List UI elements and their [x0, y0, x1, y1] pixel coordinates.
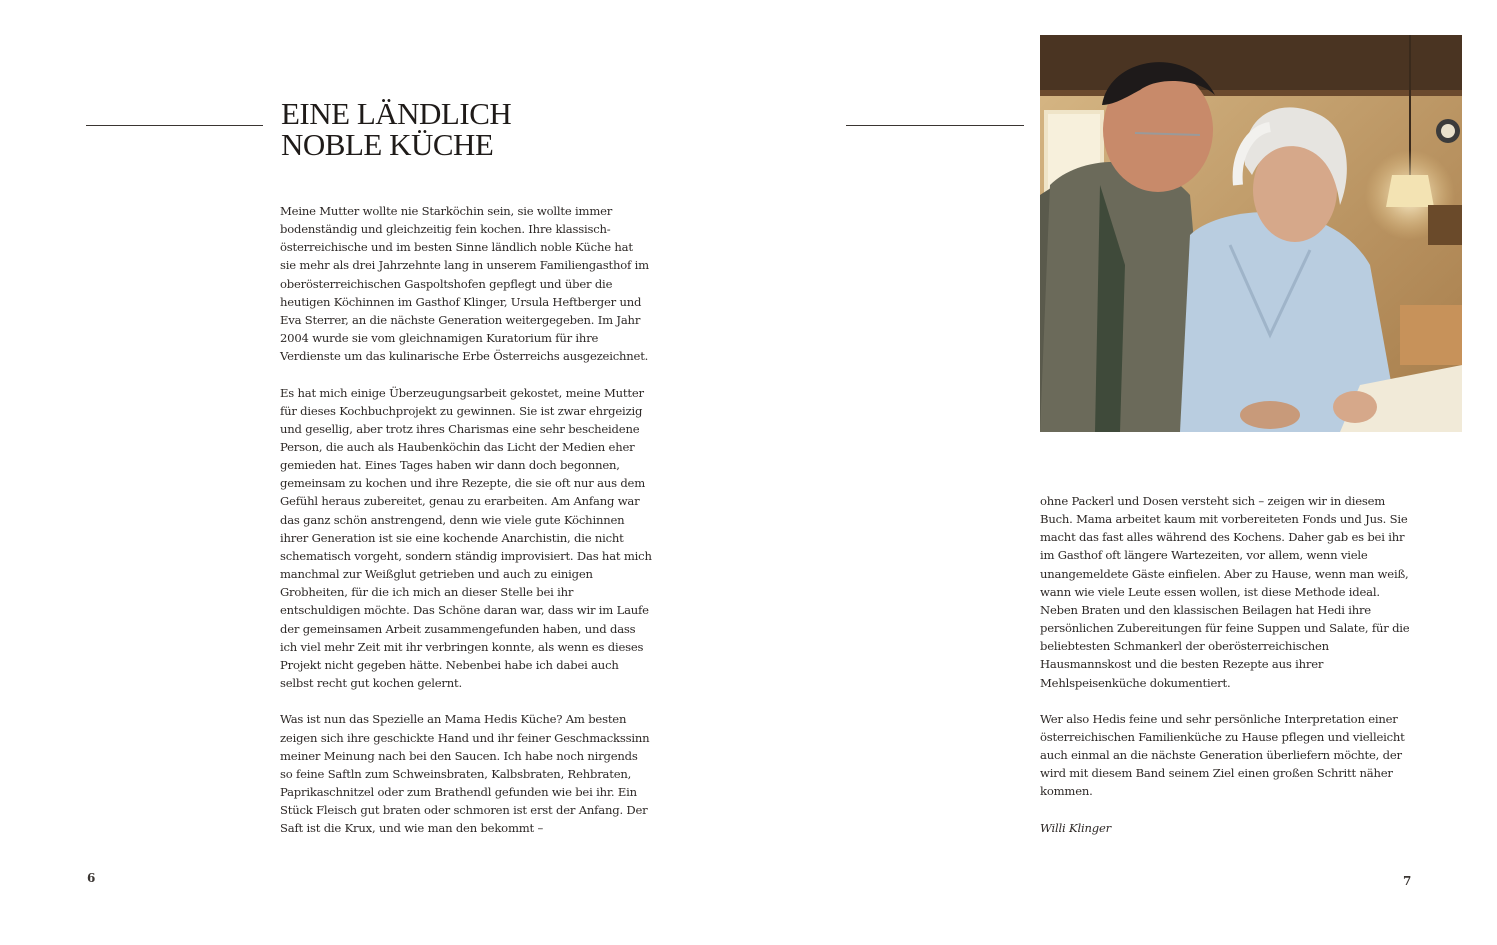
title-line-1: EINE LÄNDLICH [281, 96, 512, 131]
photo-illustration [1040, 35, 1462, 432]
right-text-column [1040, 492, 1412, 837]
page-title [281, 98, 511, 160]
left-text-column [280, 202, 652, 837]
page-number-right: 7 [1403, 874, 1412, 888]
left-paragraph-2: Es hat mich einige Überzeugungsarbeit gekostet, meine Mutter für dieses Kochbuchprojekt zu gewinnen. Sie ist zwar ehrgeizig und gesellig, aber trotz ihres Charismas eine sehr bescheidene Person, die auch als Haubenköchin das Licht der Medien eher gemieden hat. Eines Tages haben wir dann doch begonnen, gemeinsam zu kochen und ihre Rezepte, die sie oft nur aus dem Gefühl heraus zubereitet, genau zu erarbeiten. Am Anfang war das ganz schön anstrengend, denn wie viele gute Köchinnen ihrer Generation ist sie eine kochende Anarchistin, die nicht schematisch vorgeht, sondern ständig improvisiert. Das hat mich manchmal zur Weißglut getrieben und auch zu einigen Grobheiten, für die ich mich an dieser Stelle bei ihr entschuldigen möchte. Das Schöne daran war, dass wir im Laufe der gemeinsamen Arbeit zusammengefunden haben, und dass ich viel mehr Zeit mit ihr verbringen konnte, als wenn es dieses Projekt nicht gegeben hätte. Nebenbei habe ich dabei auch selbst recht gut kochen gelernt. [280, 385, 652, 691]
title-line-2: NOBLE KÜCHE [281, 127, 494, 162]
page-number-left: 6 [87, 871, 96, 885]
right-paragraph-1: ohne Packerl und Dosen versteht sich – zeigen wir in diesem Buch. Mama arbeitet kaum mit vorbereiteten Fonds und Jus. Sie macht das fast alles während des Kochens. Daher gab es bei ihr im Gasthof oft längere Wartezeiten, vor allem, wenn viele unangemeldete Gäste einfielen. Aber zu Hause, wenn man weiß, wann wie viele Leute essen wollen, ist diese Methode ideal. Neben Braten und den klassischen Beilagen hat Hedi ihre persönlichen Zubereitungen für feine Suppen und Salate, für die beliebtesten Schmankerl der oberösterreichischen Hausmannskost und die besten Rezepte aus ihrer Mehlspeisenküche dokumentiert. [1040, 494, 1410, 690]
title-rule-right [846, 125, 1024, 126]
right-paragraph-2: Wer also Hedis feine und sehr persönliche Interpretation einer österreichischen Familienküche zu Hause pflegen und vielleicht auch einmal an die nächste Generation überliefern möchte, der wird mit diesem Band seinem Ziel einen großen Schritt näher kommen. [1040, 711, 1405, 799]
left-paragraph-3: Was ist nun das Spezielle an Mama Hedis Küche? Am besten zeigen sich ihre geschickte Hand und ihr feiner Geschmackssinn meiner Meinung nach bei den Saucen. Ich habe noch nirgends so feine Saftln zum Schweinsbraten, Kalbsbraten, Rehbraten, Paprikaschnitzel oder zum Brathendl gefunden wie bei ihr. Ein Stück Fleisch gut braten oder schmoren ist erst der Anfang. Der Saft ist die Krux, und wie man den bekommt – [280, 712, 650, 836]
author-signature: Willi Klinger [1040, 820, 1111, 835]
left-paragraph-1: Meine Mutter wollte nie Starköchin sein, sie wollte immer bodenständig und gleichzeitig fein kochen. Ihre klassisch-österreichische und im besten Sinne ländlich noble Küche hat sie mehr als drei Jahrzehnte lang in unserem Familiengasthof im oberösterreichischen Gaspoltshofen gepflegt und über die heutigen Köchinnen im Gasthof Klinger, Ursula Heftberger und Eva Sterrer, an die nächste Generation weitergegeben. Im Jahr 2004 wurde sie vom gleichnamigen Kuratorium für ihre Verdienste um das kulinarische Erbe Österreichs ausgezeichnet. [280, 204, 649, 364]
title-rule-left [86, 125, 263, 126]
cooking-photo [1040, 35, 1462, 432]
